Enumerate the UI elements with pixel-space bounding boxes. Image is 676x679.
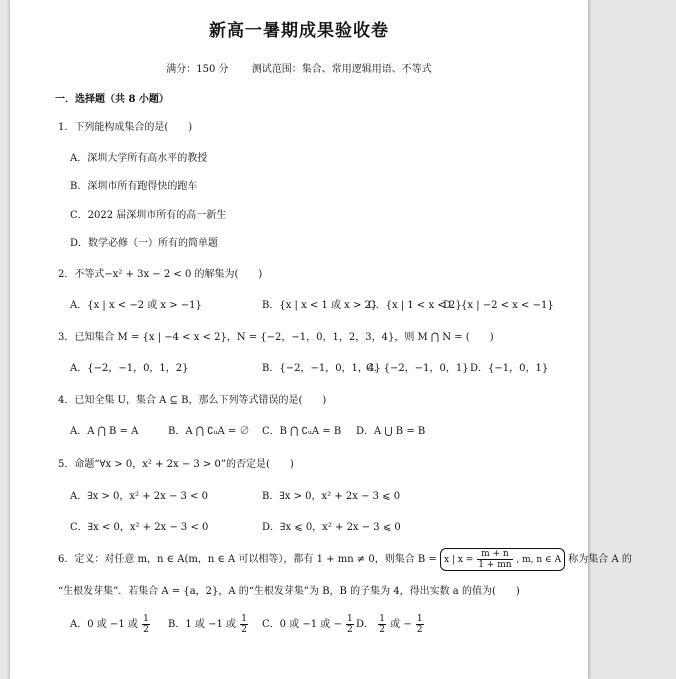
fraction-numerator: m + n [477,549,512,560]
question-5-option-b: B．∃x > 0，x² + 2x − 3 ⩽ 0 [262,491,401,502]
option-d-label: D． [356,619,375,630]
fraction-one-half [346,614,354,635]
document-page [10,0,632,679]
question-2-stem: 2．不等式−x² + 3x − 2 < 0 的解集为( ) [58,269,263,280]
question-6-stem-prefix: 6．定义：对任意 m，n ∈ A(m，n ∈ A 可以相等），都有 1 + mn ≠ 0，则集合 B = [58,554,437,565]
option-c-text: C．0 或 −1 或 − [262,619,342,630]
question-4-stem: 4．已知全集 U，集合 A ⊆ B，那么下列等式错误的是( ) [58,395,327,406]
question-6-stem-suffix: 称为集合 A 的 [568,554,632,565]
question-1-option-d: D．数学必修（一）所有的简单题 [70,238,219,249]
denominator: 2 [379,625,385,635]
question-2-option-a: A．{x | x < −2 或 x > −1} [70,300,202,311]
question-6-option-a [70,614,151,635]
option-d-separator: 或 − [390,619,412,630]
denominator: 2 [241,625,247,635]
scope-text: 测试范围：集合、常用逻辑用语、不等式 [251,64,432,75]
denominator: 2 [416,625,423,635]
numerator: 1 [241,614,247,624]
question-4-option-a: A．A ⋂ B = A [70,426,139,437]
denominator: 2 [347,625,353,635]
score-text: 满分：150 分 [166,64,229,75]
section-heading: 一．选择题（共 8 小题） [55,94,169,105]
question-6-option-b [168,614,249,635]
set-left: x | x = [444,555,474,565]
question-3-option-d: D．{−1，0，1} [470,363,549,374]
question-3-stem: 3．已知集合 M = {x | −4 < x < 2}，N = {−2，−1，0，1，2，3，4}，则 M ⋂ N = ( ) [58,332,494,343]
question-3-option-b: B．{−2，−1，0，1，4} [262,363,381,374]
question-3-option-a: A．{−2，−1，0，1，2} [70,363,189,374]
question-1-stem: 1．下列能构成集合的是( ) [58,122,193,133]
question-5-option-d: D．∃x ⩽ 0，x² + 2x − 3 ⩽ 0 [262,522,401,533]
question-4-option-d: D．A ⋃ B = B [356,426,426,437]
question-2-option-d: D．{x | −2 < x < −1} [443,300,554,311]
page-title: 新高一暑期成果验收卷 [209,21,389,41]
question-2-option-b: B．{x | x < 1 或 x > 2} [262,300,378,311]
fraction-m-n [477,549,512,570]
question-1-option-c: C．2022 届深圳市所有的高一新生 [70,210,227,221]
numerator: 1 [347,614,353,624]
numerator: 1 [379,614,385,624]
fraction-one-half [240,614,248,635]
question-3-option-c: C．{−2，−1，0，1} [366,363,469,374]
exam-meta [10,60,588,75]
question-2-option-c: C．{x | 1 < x < 2} [368,300,462,311]
question-6-option-c [262,614,355,635]
question-1-option-b: B．深圳市所有跑得快的跑车 [70,181,198,192]
question-4-option-c: C．B ⋂ ∁ᵤA = B [262,426,342,437]
fraction-one-half [378,614,386,635]
question-6-line-2: “生根发芽集”．若集合 A = {a，2}，A 的“生根发芽集”为 B，B 的子集为 4，得出实数 a 的值为( ) [58,586,520,597]
question-5-option-a: A．∃x > 0，x² + 2x − 3 < 0 [70,491,208,502]
option-b-text: B．1 或 −1 或 [168,619,236,630]
numerator: 1 [416,614,423,624]
question-5-stem: 5．命题“∀x > 0，x² + 2x − 3 > 0”的否定是( ) [58,459,294,470]
question-6-option-d [356,614,425,635]
set-builder-expression [440,548,565,571]
fraction-denominator: 1 + mn [478,560,512,570]
question-5-option-c: C．∃x < 0，x² + 2x − 3 < 0 [70,522,209,533]
fraction-one-half [416,614,424,635]
set-right: , m, n ∈ A [516,555,562,565]
question-4-option-b: B．A ⋂ ∁ᵤA = ∅ [168,426,250,437]
numerator: 1 [143,614,149,624]
denominator: 2 [143,625,149,635]
fraction-one-half [142,614,150,635]
question-1-option-a: A．深圳大学所有高水平的教授 [70,153,208,164]
option-a-text: A．0 或 −1 或 [70,619,138,630]
question-6-stem [58,548,632,571]
